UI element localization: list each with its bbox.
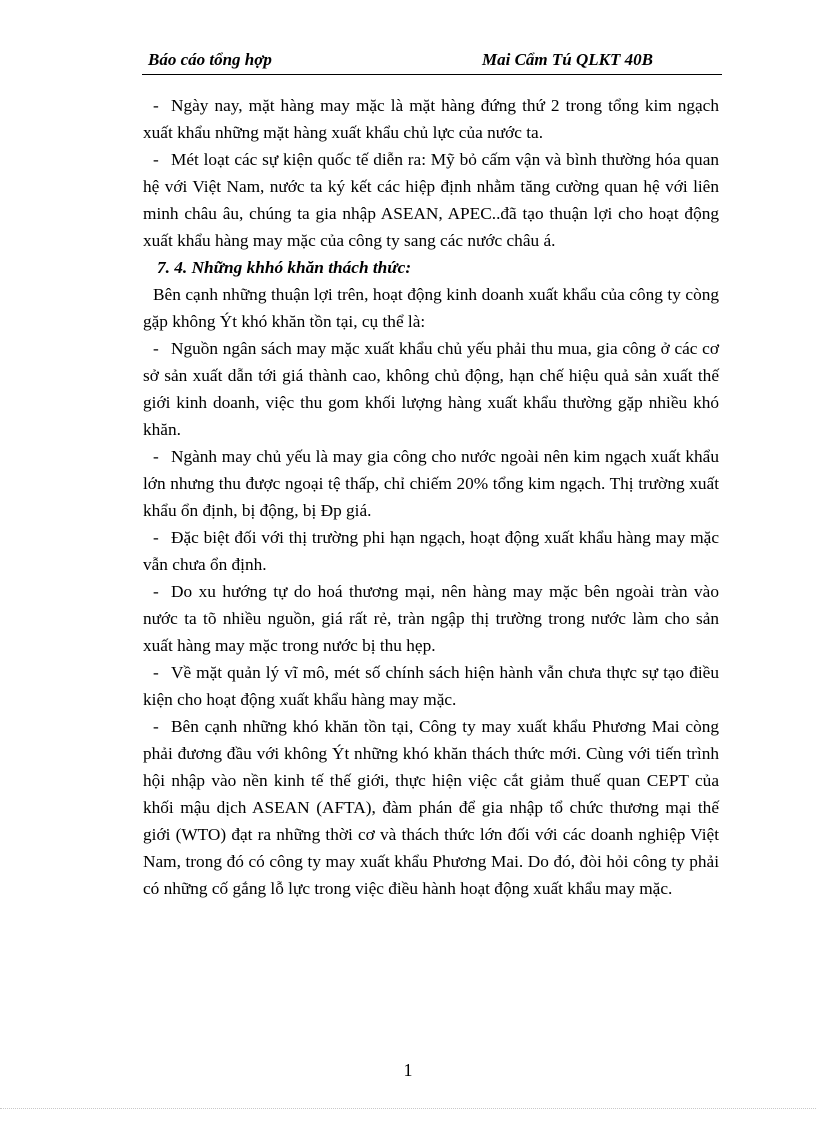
paragraph-text: Bên cạnh những khó khăn tồn tại, Công ty may xuất khẩu Phương Mai còng phải đương đầu với không Ýt những khó khăn thách thức mới. Cùng với tiến trình hội nhập vào nền kinh tế thế giới, thực hiện việc cắt giảm thuế quan CEPT của khối mậu dịch ASEAN (AFTA), đàm phán để gia nhập tổ chức thương mại thế giới (WTO) đạt ra những thời cơ và thách thức lớn đối với các doanh nghiệp Việt Nam, trong đó có công ty may xuất khẩu Phương Mai. Do đó, đòi hỏi công ty phải có những cố gắng lỗ lực trong việc điều hành hoạt động xuất khẩu may mặc.	[143, 717, 719, 898]
paragraph-text: Do xu hướng tự do hoá thương mại, nên hàng may mặc bên ngoài tràn vào nước ta tõ nhiều nguồn, giá rất rẻ, tràn ngập thị trường trong nước làm cho sản xuất hàng may mặc trong nước bị thu hẹp.	[143, 582, 719, 655]
bullet-dash: -	[153, 447, 159, 466]
bullet-dash: -	[153, 663, 159, 682]
paragraph-text: Đặc biệt đối với thị trường phi hạn ngạch, hoạt động xuất khẩu hàng may mặc vẫn chưa ổn định.	[143, 528, 719, 574]
header-report-title: Báo cáo tổng hợp	[148, 50, 272, 69]
bullet-dash: -	[153, 96, 159, 115]
bullet-paragraph	[143, 524, 719, 578]
bullet-paragraph	[143, 146, 719, 254]
section-heading: 7. 4. Những khhó khăn thách thức:	[157, 258, 412, 277]
bullet-paragraph	[143, 713, 719, 902]
header-author: Mai Cẩm Tú QLKT 40B	[482, 50, 653, 69]
bullet-dash: -	[153, 582, 159, 601]
section-intro: Bên cạnh những thuận lợi trên, hoạt động kinh doanh xuất khẩu của công ty còng gặp không Ýt khó khăn tồn tại, cụ thể là:	[143, 285, 719, 331]
bullet-paragraph	[143, 578, 719, 659]
page-bottom-divider	[0, 1108, 816, 1109]
bullet-dash: -	[153, 717, 159, 736]
page-number: 1	[403, 1060, 413, 1080]
page-header	[142, 48, 722, 75]
document-body	[143, 92, 719, 902]
paragraph-text: Mét loạt các sự kiện quốc tế diễn ra: Mỹ bỏ cấm vận và bình thường hóa quan hệ với Việt Nam, nước ta ký kết các hiệp định nhằm tăng cường quan hệ với liên minh châu âu, chúng ta gia nhập ASEAN, APEC..đã tạo thuận lợi cho hoạt động xuất khẩu hàng may mặc của công ty sang các nước châu á.	[143, 150, 719, 250]
bullet-paragraph	[143, 335, 719, 443]
paragraph-text: Nguồn ngân sách may mặc xuất khẩu chủ yếu phải thu mua, gia công ở các cơ sở sản xuất dẫn tới giá thành cao, không chủ động, hạn chế hiệu quả sản xuất thế giới kinh doanh, việc thu gom khối lượng hàng xuất khẩu thường gặp nhiều khó khăn.	[143, 339, 719, 439]
paragraph-text: Về mặt quản lý vĩ mô, mét số chính sách hiện hành vẫn chưa thực sự tạo điều kiện cho hoạt động xuất khẩu hàng may mặc.	[143, 663, 719, 709]
bullet-dash: -	[153, 528, 159, 547]
bullet-paragraph	[143, 443, 719, 524]
paragraph-text: Ngành may chủ yếu là may gia công cho nước ngoài nên kim ngạch xuất khẩu lớn nhưng thu được ngoại tệ thấp, chỉ chiếm 20% tổng kim ngạch. Thị trường xuất khẩu ổn định, bị động, bị Ðp giá.	[143, 447, 719, 520]
bullet-dash: -	[153, 339, 159, 358]
bullet-dash: -	[153, 150, 159, 169]
bullet-paragraph	[143, 92, 719, 146]
bullet-paragraph	[143, 659, 719, 713]
paragraph-text: Ngày nay, mặt hàng may mặc là mặt hàng đứng thứ 2 trong tổng kim ngạch xuất khẩu những mặt hàng xuất khẩu chủ lực của nước ta.	[143, 96, 719, 142]
